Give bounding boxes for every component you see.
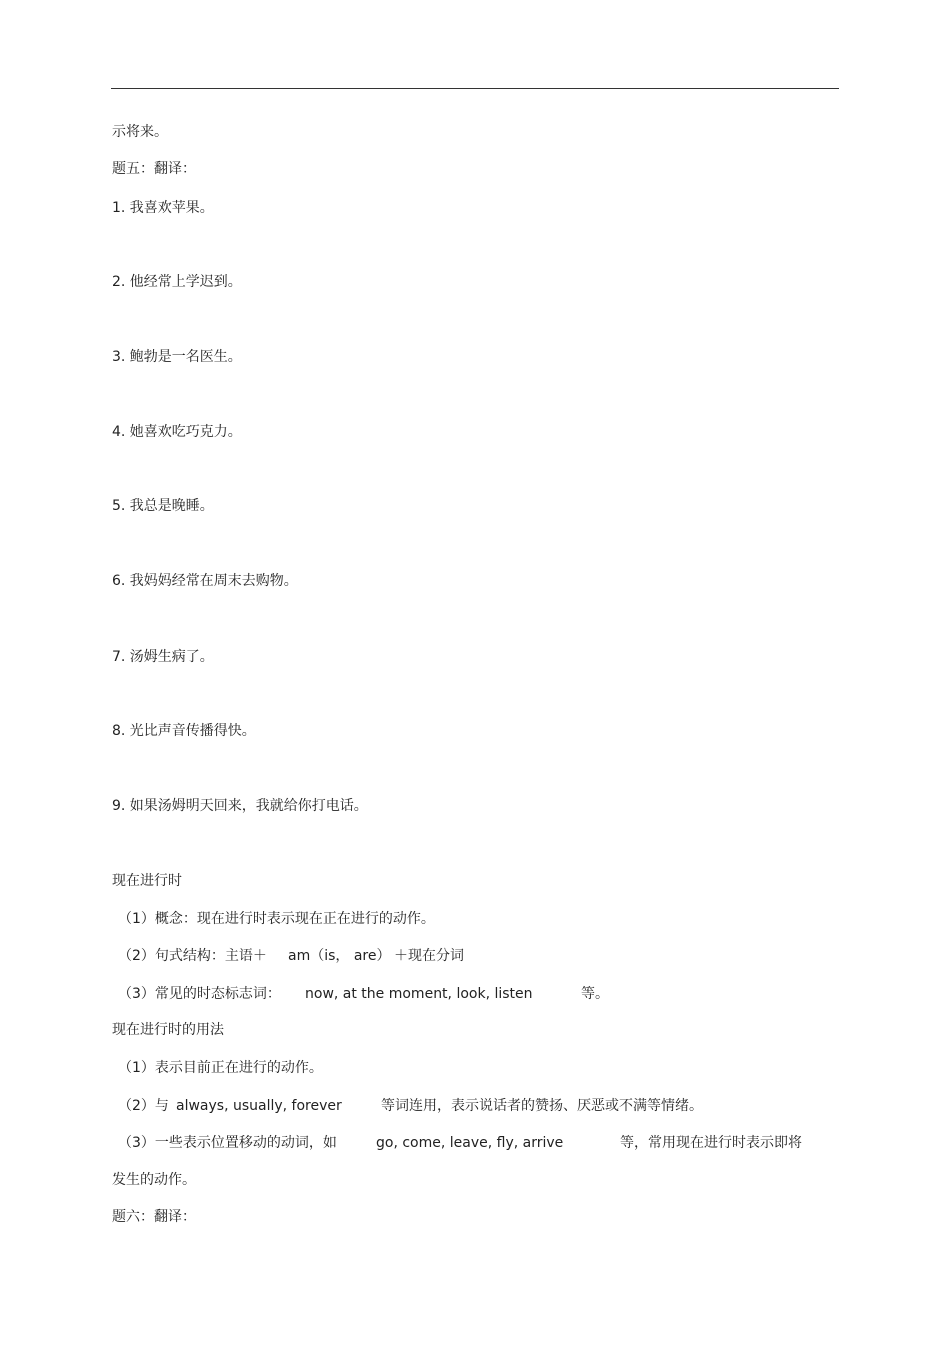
exercise5-item-9: 9. 如果汤姆明天回来，我就给你打电话。 xyxy=(112,798,368,814)
exercise5-item-6: 6. 我妈妈经常在周末去购物。 xyxy=(112,573,298,589)
exercise6-title: 题六：翻译： xyxy=(112,1209,196,1225)
structure-form: am（is， are） xyxy=(288,948,391,964)
header-rule xyxy=(111,88,839,89)
exercise5-item-7: 7. 汤姆生病了。 xyxy=(112,649,214,665)
structure-prefix: （2）句式结构：主语＋ xyxy=(118,948,267,964)
markers-words: now, at the moment, look, listen xyxy=(305,986,533,1002)
structure-suffix: ＋现在分词 xyxy=(394,948,464,964)
usage-heading: 现在进行时的用法 xyxy=(112,1022,224,1038)
exercise5-title: 题五：翻译： xyxy=(112,161,196,177)
exercise5-item-1: 1. 我喜欢苹果。 xyxy=(112,200,214,216)
usage-item-3 xyxy=(118,1133,830,1153)
usage-item-2-prefix: （2）与 xyxy=(118,1098,169,1114)
exercise5-item-4: 4. 她喜欢吃巧克力。 xyxy=(112,424,242,440)
concept-text: （1）概念：现在进行时表示现在正在进行的动作。 xyxy=(118,911,435,927)
exercise5-item-2: 2. 他经常上学迟到。 xyxy=(112,274,242,290)
usage-item-3-words: go, come, leave, fly, arrive xyxy=(376,1135,564,1151)
usage-item-1: （1）表示目前正在进行的动作。 xyxy=(118,1060,323,1076)
structure-line xyxy=(118,946,818,966)
exercise5-item-3: 3. 鲍勃是一名医生。 xyxy=(112,349,242,365)
markers-line xyxy=(118,984,818,1004)
usage-item-3-suffix: 等，常用现在进行时表示即将 xyxy=(620,1135,802,1151)
usage-item-2 xyxy=(118,1096,828,1116)
usage-item-2-words: always, usually, forever xyxy=(176,1098,342,1114)
present-continuous-heading: 现在进行时 xyxy=(112,873,182,889)
usage-item-3-prefix: （3）一些表示位置移动的动词，如 xyxy=(118,1135,337,1151)
markers-suffix: 等。 xyxy=(581,986,609,1002)
usage-item-3-continuation: 发生的动作。 xyxy=(112,1172,196,1188)
usage-item-2-suffix: 等词连用，表示说话者的赞扬、厌恶或不满等情绪。 xyxy=(381,1098,703,1114)
intro-tail-text: 示将来。 xyxy=(112,124,168,140)
markers-prefix: （3）常见的时态标志词： xyxy=(118,986,281,1002)
exercise5-item-5: 5. 我总是晚睡。 xyxy=(112,498,214,514)
exercise5-item-8: 8. 光比声音传播得快。 xyxy=(112,723,256,739)
